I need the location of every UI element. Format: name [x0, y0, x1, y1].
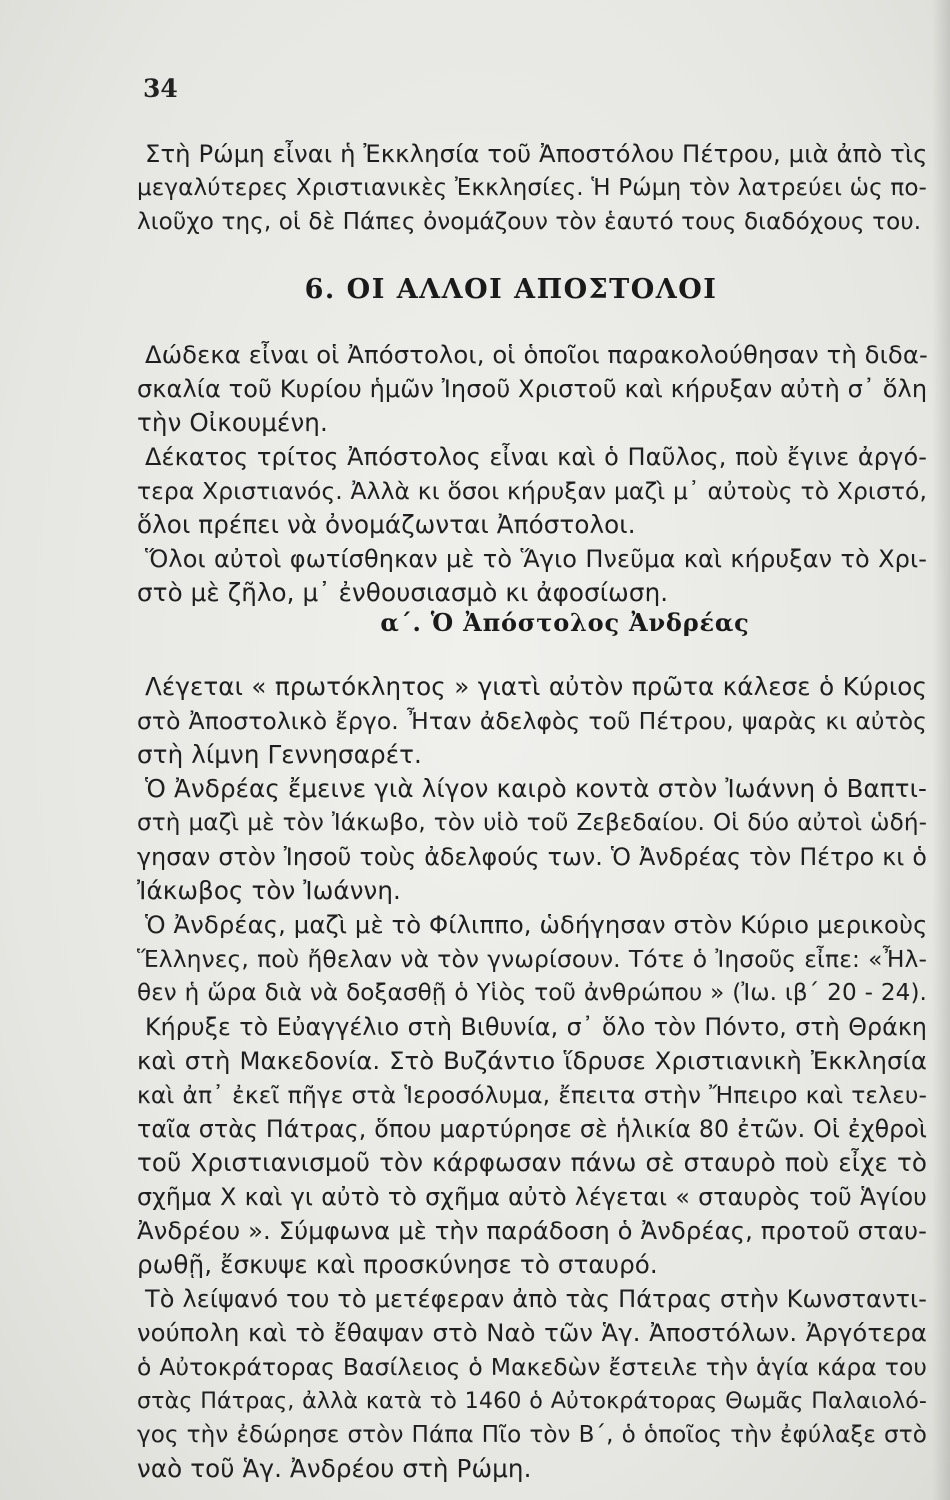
- text-line: Κήρυξε τὸ Εὐαγγέλιο στὴ Βιθυνία, σ᾽ ὅλο τὸν Πόντο, στὴ Θράκη: [145, 1013, 927, 1041]
- intro-paragraph: [137, 137, 927, 239]
- text-line: Δώδεκα εἶναι οἱ Ἀπόστολοι, οἱ ὁποῖοι παρακολούθησαν τὴ διδα-: [145, 340, 928, 369]
- text-line: στὴ λίμνη Γεννησαρέτ.: [137, 740, 422, 769]
- text-line: στὸ μὲ ζῆλο, μ᾽ ἐνθουσιασμὸ κι ἀφοσίωση.: [137, 578, 669, 607]
- text-line: ταῖα στὰς Πάτρας, ὅπου μαρτύρησε σὲ ἡλικία 80 ἐτῶν. Οἱ ἐχθροὶ: [137, 1115, 927, 1143]
- text-line: στὸ Ἀποστολικὸ ἔργο. Ἦταν ἀδελφὸς τοῦ Πέτρου, ψαρὰς κι αὐτὸς: [137, 707, 927, 735]
- text-line: Ὁ Ἀνδρέας, μαζὶ μὲ τὸ Φίλιππο, ὡδήγησαν στὸν Κύριο μερικοὺς: [145, 910, 928, 939]
- page-edge-shadow: [932, 0, 950, 1500]
- text-line: Τὸ λείψανό του τὸ μετέφεραν ἀπὸ τὰς Πάτρας στὴν Κωνσταντι-: [145, 1285, 927, 1313]
- text-line: ναὸ τοῦ Ἁγ. Ἀνδρέου στὴ Ρώμη.: [137, 1454, 532, 1483]
- text-line: θεν ἡ ὥρα διὰ νὰ δοξασθῇ ὁ Υἱὸς τοῦ ἀνθρώπου » (Ἰω. ιβ΄ 20 - 24).: [137, 980, 927, 1006]
- text-line: σχῆμα Χ καὶ γι αὐτὸ τὸ σχῆμα αὐτὸ λέγεται « σταυρὸς τοῦ Ἁγίου: [137, 1183, 927, 1211]
- text-line: λιοῦχο της, οἱ δὲ Πάπες ὀνομάζουν τὸν ἑαυτό τους διαδόχους του.: [137, 209, 922, 235]
- subsection-body: [137, 670, 927, 1486]
- text-line: Λέγεται « πρωτόκλητος » γιατὶ αὐτὸν πρῶτα κάλεσε ὁ Κύριος: [145, 672, 927, 701]
- text-line: Ἰάκωβος τὸν Ἰωάννη.: [137, 876, 401, 905]
- section-body: [137, 338, 927, 610]
- text-line: γησαν στὸν Ἰησοῦ τοὺς ἀδελφούς των. Ὁ Ἀνδρέας τὸν Πέτρο κι ὁ: [137, 843, 927, 871]
- subsection-heading: α΄. Ὁ Ἀπόστολος Ἀνδρέας: [380, 608, 750, 637]
- text-line: Δέκατος τρίτος Ἀπόστολος εἶναι καὶ ὁ Παῦλος, ποὺ ἔγινε ἀργό-: [145, 443, 927, 471]
- text-line: ὅλοι πρέπει νὰ ὀνομάζωνται Ἀπόστολοι.: [137, 510, 636, 539]
- text-line: στὰς Πάτρας, ἀλλὰ κατὰ τὸ 1460 ὁ Αὐτοκράτορας Θωμᾶς Παλαιολό-: [137, 1388, 927, 1414]
- text-line: στὴ μαζὶ μὲ τὸν Ἰάκωβο, τὸν υἱὸ τοῦ Ζεβεδαίου. Οἱ δύο αὐτοὶ ὡδή-: [137, 810, 927, 836]
- text-line: τερα Χριστιανός. Ἀλλὰ κι ὅσοι κήρυξαν μαζὶ μ᾽ αὐτοὺς τὸ Χριστό,: [137, 477, 927, 505]
- text-line: Ἕλληνες, ποὺ ἤθελαν νὰ τὸν γνωρίσουν. Τότε ὁ Ἰησοῦς εἶπε: «Ἦλ-: [137, 945, 927, 973]
- text-line: ρωθῇ, ἔσκυψε καὶ προσκύνησε τὸ σταυρό.: [137, 1250, 658, 1279]
- text-line: Ἀνδρέου ». Σύμφωνα μὲ τὴν παράδοση ὁ Ἀνδρέας, προτοῦ σταυ-: [137, 1216, 927, 1245]
- text-line: καὶ στὴ Μακεδονία. Στὸ Βυζάντιο ἵδρυσε Χριστιανικὴ Ἐκκλησία: [137, 1046, 927, 1075]
- section-heading: 6. ΟΙ ΑΛΛΟΙ ΑΠΟΣΤΟΛΟΙ: [304, 274, 718, 305]
- text-line: Ὁ Ἀνδρέας ἔμεινε γιὰ λίγον καιρὸ κοντὰ στὸν Ἰωάννη ὁ Βαπτι-: [145, 774, 927, 803]
- text-line: τοῦ Χριστιανισμοῦ τὸν κάρφωσαν πάνω σὲ σταυρὸ ποὺ εἶχε τὸ: [137, 1148, 927, 1177]
- text-line: σκαλία τοῦ Κυρίου ἡμῶν Ἰησοῦ Χριστοῦ καὶ κήρυξαν αὐτὴ σ᾽ ὅλη: [137, 375, 928, 403]
- text-line: Ὅλοι αὐτοὶ φωτίσθηκαν μὲ τὸ Ἅγιο Πνεῦμα καὶ κήρυξαν τὸ Χρι-: [145, 545, 927, 573]
- text-line: καὶ ἀπ᾽ ἐκεῖ πῆγε στὰ Ἱεροσόλυμα, ἔπειτα στὴν Ἤπειρο καὶ τελευ-: [137, 1081, 927, 1109]
- text-line: μεγαλύτερες Χριστιανικὲς Ἐκκλησίες. Ἡ Ρώμη τὸν λατρεύει ὡς πο-: [137, 175, 927, 201]
- text-line: ὁ Αὐτοκράτορας Βασίλειος ὁ Μακεδὼν ἔστειλε τὴν ἁγία κάρα του: [137, 1353, 927, 1381]
- text-line: νούπολη καὶ τὸ ἔθαψαν στὸ Ναὸ τῶν Ἁγ. Ἀποστόλων. Ἀργότερα: [137, 1318, 927, 1347]
- text-line: γος τὴν ἐδώρησε στὸν Πάπα Πῖο τὸν Β΄, ὁ ὁποῖος τὴν ἐφύλαξε στὸ: [137, 1422, 927, 1448]
- page-number: 34: [143, 74, 178, 103]
- text-line: Στὴ Ρώμη εἶναι ἡ Ἐκκλησία τοῦ Ἀποστόλου Πέτρου, μιὰ ἀπὸ τὶς: [145, 139, 928, 168]
- text-line: τὴν Οἰκουμένη.: [137, 408, 328, 437]
